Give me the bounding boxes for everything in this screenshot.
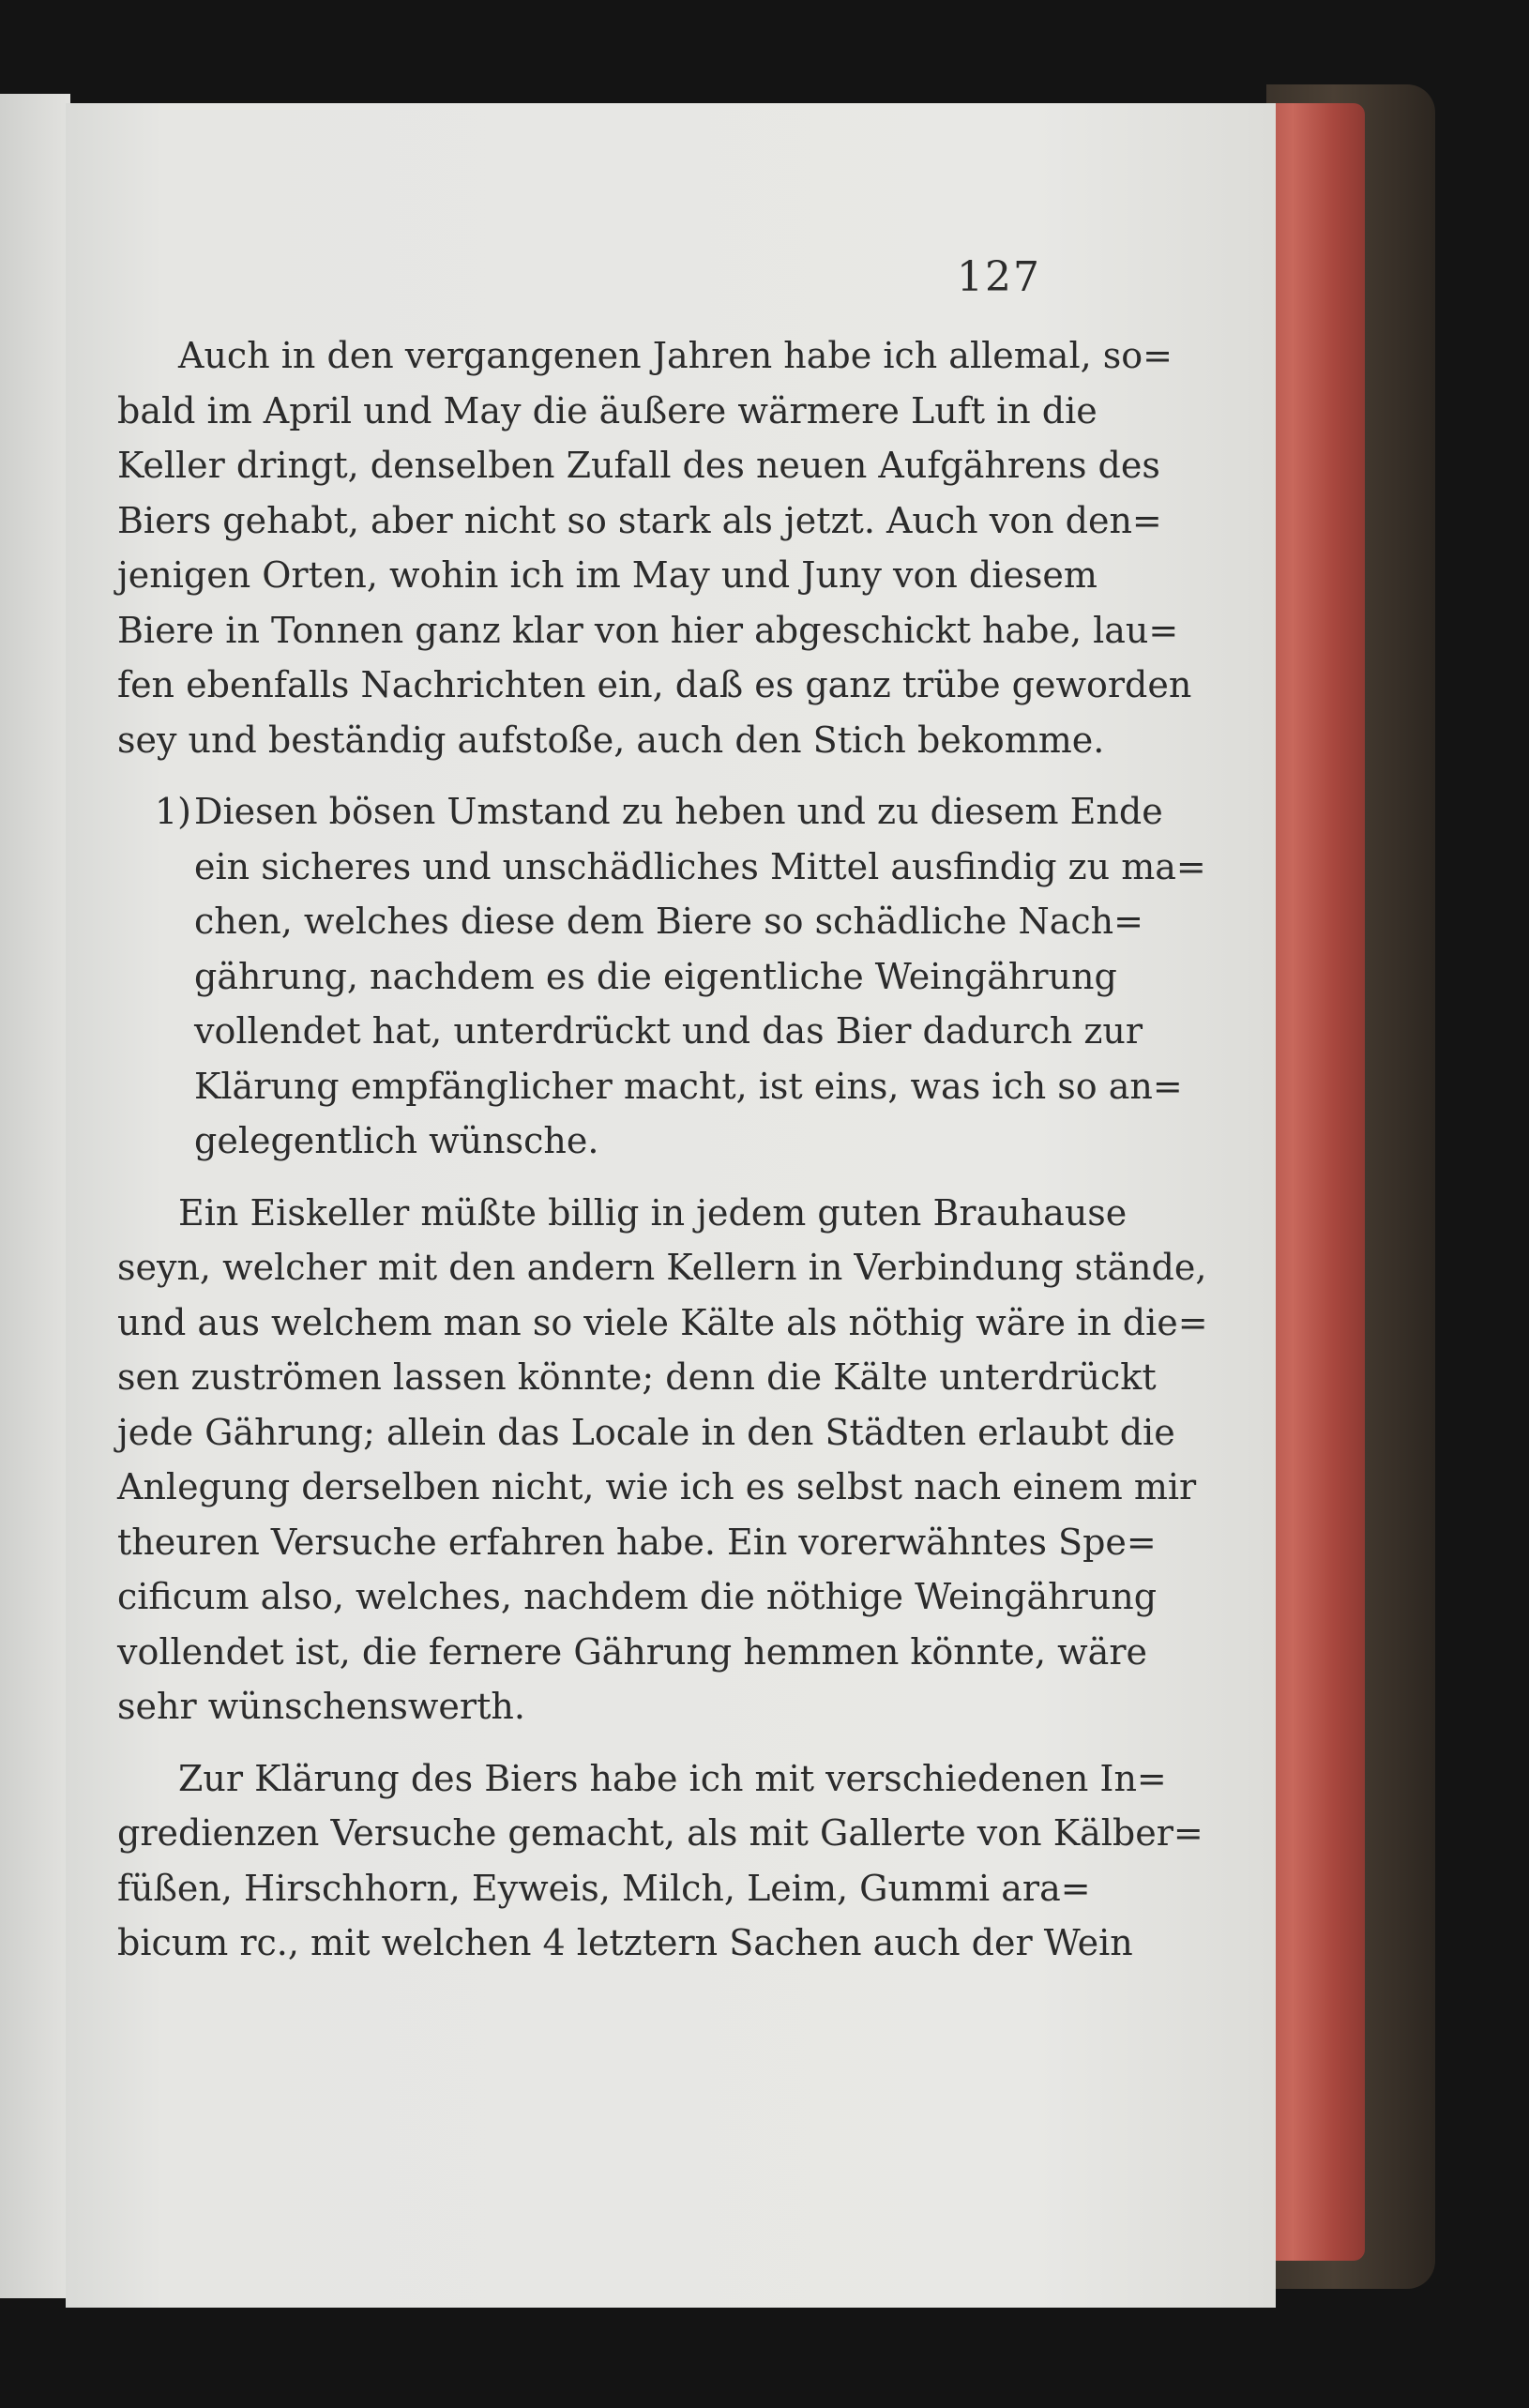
text-line: bald im April und May die äußere wärmere Luft in die — [117, 389, 1098, 432]
text-line: Keller dringt, denselben Zufall des neuen Aufgährens des — [117, 445, 1160, 486]
page-edges — [1262, 103, 1365, 2261]
text-line: theuren Versuche erfahren habe. Ein vorerwähntes Spe= — [117, 1521, 1157, 1563]
text-line: Biere in Tonnen ganz klar von hier abgeschickt habe, lau= — [117, 609, 1179, 651]
page-number: 127 — [957, 253, 1041, 301]
text-line: gelegentlich wünsche. — [194, 1120, 599, 1161]
text-line: sehr wünschenswerth. — [117, 1686, 525, 1727]
text-line: Diesen bösen Umstand zu heben und zu diesem Ende — [194, 791, 1163, 832]
item-number: 1) — [155, 791, 192, 832]
text-line: jenigen Orten, wohin ich im May und Juny von diesem — [117, 554, 1098, 596]
text-line: gährung, nachdem es die eigentliche Weingährung — [194, 955, 1117, 997]
paragraph-2 — [117, 1186, 1208, 1734]
text-line: sey und beständig aufstoße, auch den Stich bekomme. — [117, 719, 1105, 761]
text-line: Klärung empfänglicher macht, ist eins, was ich so an= — [194, 1065, 1183, 1107]
text-line: fen ebenfalls Nachrichten ein, daß es ganz trübe geworden — [117, 664, 1192, 705]
numbered-item — [117, 784, 1206, 1169]
text-line: Anlegung derselben nicht, wie ich es selbst nach einem mir — [117, 1466, 1197, 1507]
text-line: und aus welchem man so viele Kälte als nöthig wäre in die= — [117, 1301, 1208, 1343]
left-facing-page — [0, 94, 70, 2298]
text-line: seyn, welcher mit den andern Kellern in Verbindung stände, — [117, 1247, 1207, 1288]
paragraph-3 — [117, 1751, 1204, 1971]
text-line: ein sicheres und unschädliches Mittel ausfindig zu ma= — [194, 845, 1206, 887]
text-line: Auch in den vergangenen Jahren habe ich allemal, so= — [178, 335, 1173, 376]
text-line: chen, welches diese dem Biere so schädliche Nach= — [194, 901, 1143, 942]
text-line: vollendet ist, die fernere Gährung hemmen könnte, wäre — [117, 1630, 1147, 1673]
text-line: Biers gehabt, aber nicht so stark als jetzt. Auch von den= — [117, 499, 1162, 541]
text-line: füßen, Hirschhorn, Eyweis, Milch, Leim, Gummi ara= — [117, 1867, 1091, 1909]
text-line: bicum rc., mit welchen 4 letztern Sachen auch der Wein — [117, 1922, 1133, 1963]
text-line: Zur Klärung des Biers habe ich mit verschiedenen In= — [178, 1757, 1167, 1799]
text-line: vollendet hat, unterdrückt und das Bier dadurch zur — [194, 1010, 1143, 1052]
text-line: sen zuströmen lassen könnte; denn die Kälte unterdrückt — [117, 1356, 1157, 1398]
text-line: gredienzen Versuche gemacht, als mit Gallerte von Kälber= — [117, 1812, 1204, 1854]
text-line: cificum also, welches, nachdem die nöthige Weingährung — [117, 1576, 1158, 1617]
book-page — [66, 103, 1276, 2308]
text-line: jede Gährung; allein das Locale in den Städten erlaubt die — [117, 1411, 1175, 1453]
text-line: Ein Eiskeller müßte billig in jedem guten Brauhause — [178, 1191, 1128, 1234]
page-text — [117, 328, 1208, 1971]
paragraph-1 — [117, 328, 1192, 767]
